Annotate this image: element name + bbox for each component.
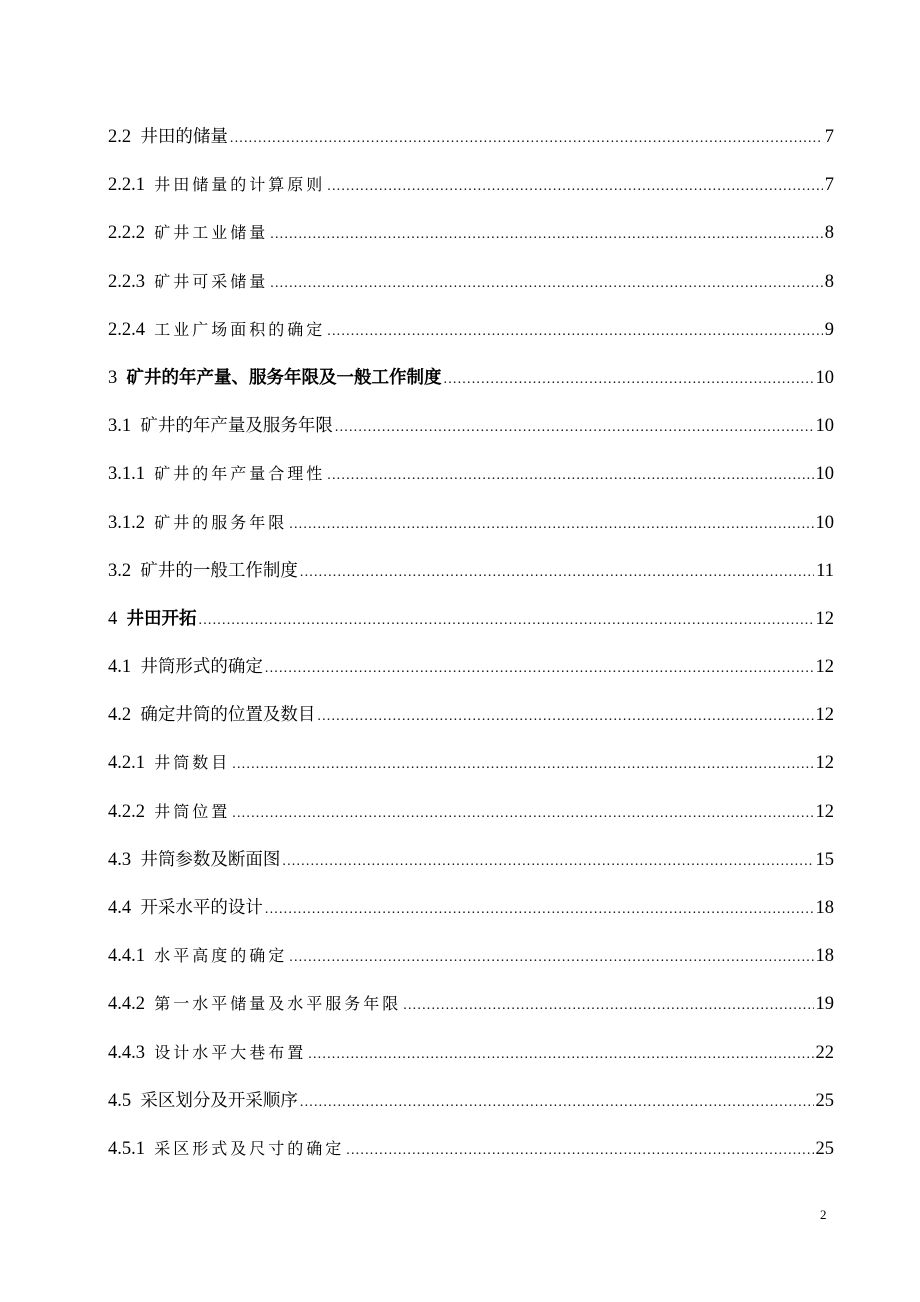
toc-entry-number: 2.2.3: [108, 271, 145, 292]
toc-entry[interactable]: [108, 161, 834, 209]
toc-entry-gap: [131, 1077, 140, 1125]
toc-entry-title: 确定井筒的位置及数目: [140, 705, 316, 726]
toc-entry-number: 2.2.1: [108, 175, 145, 196]
toc-leader-dots: [327, 308, 822, 356]
toc-entry-number: 4.2.1: [108, 753, 145, 774]
toc-entry-gap: [145, 258, 154, 306]
toc-entry-title: 水平高度的确定: [154, 946, 288, 966]
toc-entry-number: 3.1.1: [108, 464, 145, 485]
toc-entry-title: 矿井工业储量: [154, 223, 269, 243]
toc-entry-number: 4: [108, 608, 118, 629]
toc-entry[interactable]: [108, 836, 834, 884]
toc-leader-dots: [289, 501, 813, 549]
toc-entry-page: 12: [815, 753, 834, 774]
toc-entry[interactable]: [108, 306, 834, 354]
toc-entry-title: 井田储量的计算原则: [154, 175, 326, 195]
toc-entry-number: 4.2: [108, 705, 132, 726]
toc-entry-page: 7: [824, 127, 834, 147]
toc-entry-gap: [145, 739, 154, 787]
toc-entry-title: 井田开拓: [126, 608, 197, 629]
toc-entry-page: 9: [824, 319, 834, 340]
toc-entry-number: 3: [108, 367, 118, 388]
toc-leader-dots: [199, 597, 814, 645]
toc-entry[interactable]: [108, 113, 834, 161]
toc-leader-dots: [265, 645, 814, 693]
toc-entry-gap: [145, 1029, 154, 1077]
toc-entry-number: 4.4.2: [108, 994, 145, 1015]
toc-entry-number: 3.1: [108, 416, 132, 437]
toc-entry-number: 4.4.1: [108, 946, 145, 967]
toc-entry-page: 10: [815, 367, 834, 388]
toc-entry-number: 2.2.2: [108, 223, 145, 244]
toc-entry[interactable]: [108, 354, 834, 402]
toc-leader-dots: [289, 934, 813, 982]
toc-entry[interactable]: [108, 643, 834, 691]
toc-entry-page: 12: [815, 657, 834, 678]
toc-entry-gap: [145, 499, 154, 547]
toc-entry-number: 4.2.2: [108, 801, 145, 822]
toc-entry-page: 25: [815, 1090, 834, 1111]
toc-entry-title: 井田的储量: [140, 127, 228, 147]
toc-entry-number: 4.5: [108, 1090, 132, 1111]
toc-leader-dots: [300, 549, 814, 597]
toc-entry-title: 开采水平的设计: [140, 898, 263, 918]
toc-entry-gap: [117, 354, 126, 402]
toc-entry[interactable]: [108, 932, 834, 980]
toc-entry-title: 设计水平大巷布置: [154, 1042, 307, 1062]
toc-entry-title: 矿井的年产量及服务年限: [140, 416, 333, 437]
toc-entry[interactable]: [108, 402, 834, 450]
toc-leader-dots: [270, 260, 822, 308]
table-of-contents: [108, 113, 834, 1173]
toc-entry-title: 矿井的年产量合理性: [154, 464, 326, 484]
toc-entry-number: 4.4: [108, 898, 132, 918]
toc-entry-number: 3.2: [108, 560, 132, 581]
page-number: 2: [820, 1207, 827, 1222]
toc-entry-title: 井筒形式的确定: [140, 657, 263, 678]
toc-entry-page: 12: [815, 801, 834, 822]
toc-entry-gap: [131, 643, 140, 691]
toc-entry[interactable]: [108, 691, 834, 739]
toc-entry-page: 10: [815, 464, 834, 485]
toc-entry-gap: [145, 306, 154, 354]
toc-entry[interactable]: [108, 980, 834, 1028]
toc-entry-title: 矿井的一般工作制度: [140, 560, 298, 581]
toc-entry-gap: [145, 209, 154, 257]
toc-entry-page: 22: [815, 1042, 834, 1063]
toc-leader-dots: [327, 452, 813, 500]
toc-entry-title: 井筒参数及断面图: [140, 849, 281, 870]
toc-entry[interactable]: [108, 547, 834, 595]
toc-entry-number: 4.5.1: [108, 1138, 145, 1159]
toc-entry-title: 井筒位置: [154, 801, 231, 821]
toc-entry-page: 18: [815, 898, 834, 918]
toc-entry-title: 井筒数目: [154, 753, 231, 773]
toc-entry[interactable]: [108, 258, 834, 306]
toc-entry[interactable]: [108, 499, 834, 547]
toc-entry-page: 12: [815, 608, 834, 629]
toc-entry-number: 2.2.4: [108, 319, 145, 340]
toc-leader-dots: [308, 1031, 813, 1079]
toc-entry-page: 10: [815, 416, 834, 437]
toc-leader-dots: [403, 982, 813, 1030]
toc-entry-page: 18: [815, 946, 834, 967]
toc-entry-title: 工业广场面积的确定: [154, 319, 326, 339]
toc-entry-gap: [117, 595, 126, 643]
toc-entry-page: 7: [824, 175, 834, 196]
toc-leader-dots: [232, 790, 813, 838]
toc-leader-dots: [232, 741, 813, 789]
toc-entry-gap: [145, 450, 154, 498]
toc-entry[interactable]: [108, 1029, 834, 1077]
toc-entry-gap: [131, 884, 140, 932]
toc-entry[interactable]: [108, 884, 834, 932]
toc-entry-gap: [131, 113, 140, 161]
toc-entry-page: 8: [824, 271, 834, 292]
toc-leader-dots: [444, 356, 814, 404]
toc-entry-page: 15: [815, 849, 834, 870]
toc-entry-page: 19: [815, 994, 834, 1015]
toc-leader-dots: [327, 163, 822, 211]
toc-entry[interactable]: [108, 450, 834, 498]
toc-entry-page: 12: [815, 705, 834, 726]
toc-entry-page: 10: [815, 512, 834, 533]
toc-entry-gap: [131, 691, 140, 739]
toc-entry-gap: [145, 932, 154, 980]
toc-entry-number: 2.2: [108, 127, 132, 147]
toc-entry[interactable]: [108, 788, 834, 836]
toc-entry-gap: [145, 1125, 154, 1173]
toc-entry-title: 采区划分及开采顺序: [140, 1090, 298, 1111]
toc-entry[interactable]: [108, 1077, 834, 1125]
toc-entry-number: 3.1.2: [108, 512, 145, 533]
toc-entry-number: 4.3: [108, 849, 132, 870]
toc-leader-dots: [346, 1127, 813, 1175]
toc-entry-page: 25: [815, 1138, 834, 1159]
toc-entry[interactable]: [108, 739, 834, 787]
toc-entry[interactable]: [108, 209, 834, 257]
toc-entry-page: 11: [816, 560, 834, 581]
toc-entry-gap: [131, 836, 140, 884]
toc-entry-title: 矿井的年产量、服务年限及一般工作制度: [126, 367, 442, 388]
toc-leader-dots: [300, 1079, 814, 1127]
toc-entry-number: 4.1: [108, 657, 132, 678]
toc-entry-gap: [145, 980, 154, 1028]
toc-entry[interactable]: [108, 1125, 834, 1173]
toc-leader-dots: [230, 115, 823, 163]
toc-entry-gap: [145, 161, 154, 209]
toc-leader-dots: [282, 838, 813, 886]
toc-leader-dots: [270, 211, 822, 259]
toc-entry-title: 第一水平储量及水平服务年限: [154, 994, 402, 1014]
toc-entry-gap: [131, 402, 140, 450]
toc-entry-gap: [145, 788, 154, 836]
toc-entry-title: 矿井的服务年限: [154, 512, 288, 532]
toc-leader-dots: [265, 886, 814, 934]
toc-entry-number: 4.4.3: [108, 1042, 145, 1063]
toc-entry-gap: [131, 547, 140, 595]
toc-leader-dots: [317, 693, 813, 741]
toc-entry-title: 矿井可采储量: [154, 271, 269, 291]
toc-entry-title: 采区形式及尺寸的确定: [154, 1138, 345, 1158]
toc-entry[interactable]: [108, 595, 834, 643]
toc-leader-dots: [335, 404, 814, 452]
toc-entry-page: 8: [824, 223, 834, 244]
